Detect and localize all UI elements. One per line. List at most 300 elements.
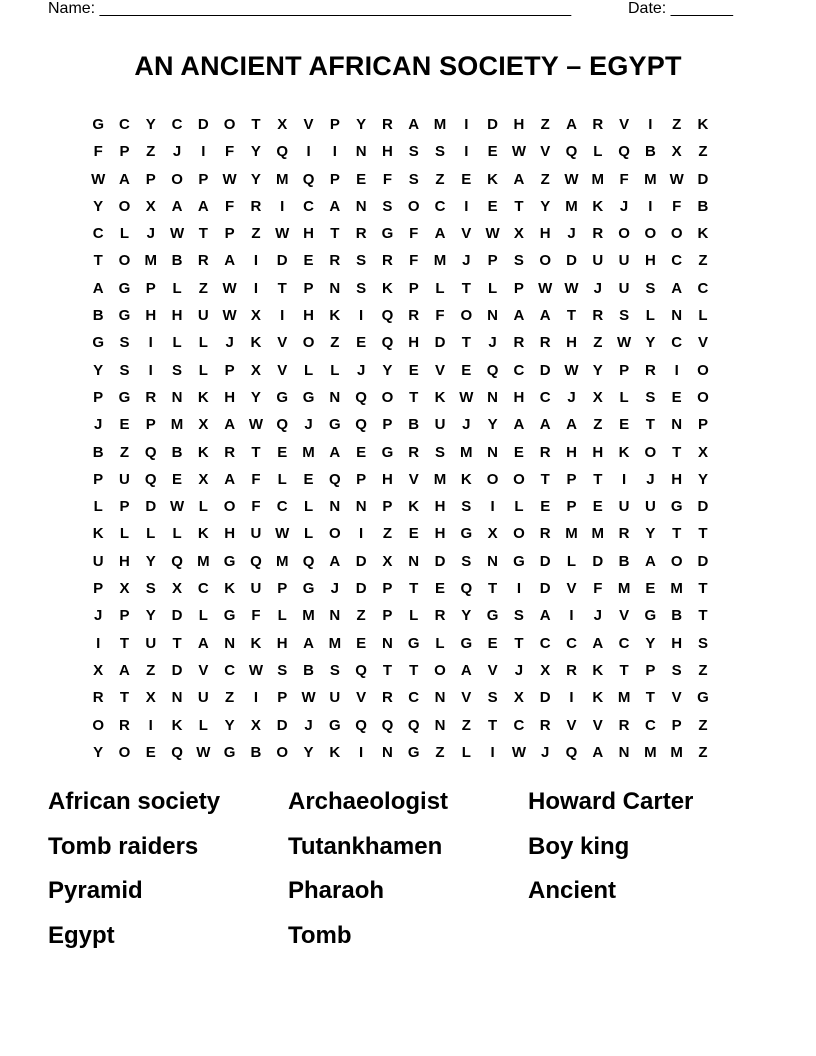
- grid-letter: Q: [355, 388, 367, 406]
- grid-row: [85, 659, 716, 686]
- grid-letter: P: [487, 252, 498, 270]
- grid-letter: U: [250, 580, 262, 598]
- word-list-item: Pyramid: [48, 877, 143, 904]
- grid-letter: A: [303, 634, 314, 652]
- grid-letter: E: [356, 334, 367, 352]
- grid-letter: U: [329, 689, 341, 707]
- grid-letter: H: [303, 307, 314, 325]
- grid-letter: T: [698, 525, 708, 543]
- grid-letter: J: [93, 607, 103, 625]
- grid-letter: D: [276, 716, 288, 734]
- grid-letter: W: [222, 279, 237, 297]
- grid-letter: T: [461, 334, 471, 352]
- grid-letter: M: [644, 743, 657, 761]
- grid-letter: C: [671, 334, 683, 352]
- grid-letter: C: [513, 361, 525, 379]
- grid-letter: H: [276, 634, 288, 652]
- grid-letter: S: [697, 634, 708, 652]
- grid-letter: L: [488, 279, 498, 297]
- grid-letter: A: [539, 416, 551, 434]
- grid-letter: R: [224, 443, 236, 461]
- grid-letter: Z: [593, 334, 603, 352]
- grid-letter: N: [355, 197, 367, 215]
- word-list-item: Howard Carter: [528, 788, 694, 815]
- grid-letter: K: [92, 525, 104, 543]
- grid-letter: P: [382, 498, 393, 516]
- grid-letter: R: [408, 307, 420, 325]
- grid-letter: G: [670, 498, 683, 516]
- grid-letter: T: [409, 388, 419, 406]
- grid-letter: L: [198, 607, 208, 625]
- grid-letter: Q: [328, 470, 341, 488]
- grid-letter: I: [332, 143, 337, 161]
- date-field-label: Date: _______: [628, 0, 733, 17]
- grid-letter: Y: [93, 197, 104, 215]
- word-list-item: African society: [48, 788, 221, 815]
- grid-letter: M: [565, 525, 578, 543]
- grid-letter: A: [566, 116, 577, 133]
- grid-letter: Y: [145, 607, 156, 625]
- grid-letter: P: [619, 361, 630, 379]
- word-list: [48, 780, 788, 958]
- grid-letter: R: [119, 716, 130, 734]
- grid-letter: W: [301, 689, 316, 707]
- grid-letter: G: [460, 634, 473, 652]
- grid-row: [85, 113, 716, 140]
- grid-letter: O: [328, 525, 341, 543]
- grid-letter: A: [539, 307, 551, 325]
- grid-letter: K: [224, 580, 236, 598]
- grid-letter: A: [92, 279, 104, 297]
- grid-letter: R: [592, 307, 604, 325]
- grid-letter: J: [172, 143, 182, 161]
- grid-letter: S: [645, 388, 656, 406]
- grid-letter: T: [488, 716, 498, 734]
- grid-letter: A: [329, 552, 341, 570]
- grid-letter: A: [513, 170, 525, 188]
- word-list-item: Archaeologist: [288, 788, 449, 815]
- grid-letter: A: [566, 416, 577, 434]
- grid-row: [85, 277, 716, 304]
- grid-letter: H: [145, 307, 157, 325]
- grid-letter: V: [619, 116, 630, 133]
- grid-letter: S: [487, 689, 498, 707]
- grid-letter: A: [329, 197, 341, 215]
- grid-letter: V: [566, 716, 577, 734]
- grid-letter: O: [670, 552, 683, 570]
- grid-letter: L: [698, 307, 708, 325]
- grid-letter: J: [567, 225, 576, 243]
- grid-letter: E: [408, 361, 419, 379]
- grid-row: [85, 386, 716, 413]
- grid-letter: M: [275, 170, 289, 188]
- grid-letter: N: [434, 716, 446, 734]
- grid-letter: I: [280, 307, 285, 325]
- header: [48, 0, 748, 20]
- grid-letter: X: [513, 689, 524, 707]
- grid-letter: M: [328, 634, 342, 652]
- grid-letter: L: [277, 607, 287, 625]
- grid-letter: U: [592, 252, 604, 270]
- grid-letter: J: [304, 416, 313, 434]
- grid-letter: G: [486, 607, 499, 625]
- grid-letter: S: [119, 334, 130, 352]
- grid-letter: Q: [618, 143, 630, 161]
- grid-letter: F: [409, 225, 419, 243]
- grid-letter: Y: [697, 470, 708, 488]
- grid-letter: P: [93, 388, 104, 406]
- grid-letter: L: [93, 498, 103, 516]
- grid-letter: E: [592, 498, 603, 516]
- grid-letter: A: [460, 661, 472, 679]
- grid-letter: X: [697, 443, 708, 461]
- grid-letter: I: [148, 361, 153, 379]
- grid-letter: R: [381, 252, 393, 270]
- word-list-item: Tomb: [288, 921, 352, 949]
- grid-letter: H: [434, 498, 446, 516]
- grid-letter: S: [619, 307, 630, 325]
- grid-letter: C: [92, 225, 104, 243]
- grid-letter: X: [119, 580, 130, 598]
- grid-letter: X: [250, 716, 261, 734]
- grid-row: [85, 522, 716, 549]
- grid-letter: N: [171, 689, 183, 707]
- grid-letter: B: [171, 443, 183, 461]
- grid-letter: B: [92, 443, 104, 461]
- grid-letter: N: [618, 743, 630, 761]
- grid-letter: R: [197, 252, 209, 270]
- grid-letter: Q: [565, 143, 578, 161]
- grid-letter: S: [461, 498, 472, 516]
- grid-letter: W: [511, 143, 526, 161]
- grid-letter: X: [671, 143, 682, 161]
- grid-letter: P: [119, 498, 130, 516]
- grid-letter: O: [513, 525, 525, 543]
- grid-letter: D: [355, 580, 367, 598]
- grid-letter: Q: [302, 170, 315, 188]
- grid-row: [85, 413, 716, 440]
- grid-letter: S: [461, 552, 472, 570]
- grid-letter: P: [145, 279, 156, 297]
- grid-letter: J: [146, 225, 155, 243]
- grid-row: [85, 331, 716, 358]
- grid-letter: H: [119, 552, 130, 570]
- grid-letter: H: [539, 225, 551, 243]
- grid-letter: K: [197, 443, 209, 461]
- grid-letter: W: [564, 170, 579, 188]
- grid-letter: P: [356, 470, 367, 488]
- grid-letter: G: [644, 607, 657, 625]
- word-list-item: Tutankhamen: [288, 832, 443, 860]
- grid-letter: H: [513, 116, 525, 133]
- grid-letter: S: [408, 143, 419, 161]
- grid-letter: N: [434, 689, 446, 707]
- grid-letter: R: [592, 225, 604, 243]
- grid-letter: Z: [382, 525, 392, 543]
- grid-letter: W: [169, 498, 185, 516]
- grid-letter: M: [433, 470, 447, 488]
- grid-letter: G: [302, 580, 315, 598]
- grid-letter: O: [118, 743, 131, 761]
- grid-letter: S: [277, 661, 288, 679]
- grid-letter: L: [514, 498, 524, 516]
- grid-letter: F: [93, 143, 103, 161]
- grid-letter: R: [381, 116, 393, 133]
- grid-letter: W: [669, 170, 684, 188]
- grid-letter: P: [566, 498, 577, 516]
- grid-letter: E: [408, 525, 419, 543]
- grid-letter: I: [674, 361, 679, 379]
- grid-letter: C: [671, 252, 683, 270]
- grid-letter: G: [381, 225, 394, 243]
- grid-letter: A: [119, 170, 130, 188]
- grid-letter: L: [198, 498, 208, 516]
- grid-letter: T: [461, 279, 471, 297]
- grid-letter: L: [303, 525, 314, 543]
- grid-letter: O: [381, 388, 394, 406]
- grid-letter: O: [92, 716, 104, 734]
- grid-letter: Y: [461, 607, 472, 625]
- grid-letter: T: [409, 580, 419, 598]
- grid-letter: R: [92, 689, 104, 707]
- grid-letter: F: [251, 607, 261, 625]
- grid-letter: S: [145, 580, 156, 598]
- grid-letter: Z: [330, 334, 340, 352]
- grid-letter: C: [618, 634, 630, 652]
- grid-letter: L: [172, 525, 182, 543]
- grid-letter: K: [592, 689, 604, 707]
- grid-letter: Z: [698, 743, 708, 761]
- grid-letter: S: [435, 143, 446, 161]
- grid-letter: O: [171, 170, 183, 188]
- grid-letter: P: [145, 170, 156, 188]
- grid-letter: D: [487, 116, 499, 133]
- grid-letter: I: [148, 334, 153, 352]
- grid-letter: I: [490, 743, 495, 761]
- grid-letter: G: [381, 443, 394, 461]
- grid-letter: W: [485, 225, 500, 243]
- grid-letter: F: [382, 170, 392, 188]
- grid-letter: O: [644, 225, 657, 243]
- grid-letter: D: [171, 607, 183, 625]
- word-search-grid: [85, 113, 716, 768]
- grid-letter: X: [250, 307, 261, 325]
- grid-letter: S: [329, 661, 340, 679]
- grid-letter: S: [172, 361, 183, 379]
- grid-letter: F: [225, 143, 235, 161]
- grid-letter: C: [539, 634, 551, 652]
- grid-letter: U: [119, 470, 130, 488]
- grid-letter: J: [462, 416, 471, 434]
- grid-letter: P: [382, 607, 393, 625]
- grid-letter: P: [224, 361, 235, 379]
- grid-letter: E: [277, 443, 288, 461]
- grid-letter: A: [644, 552, 656, 570]
- grid-letter: T: [698, 607, 708, 625]
- grid-letter: I: [648, 116, 653, 133]
- grid-letter: K: [197, 525, 209, 543]
- grid-letter: J: [462, 252, 471, 270]
- grid-letter: A: [513, 416, 525, 434]
- grid-letter: T: [488, 580, 498, 598]
- grid-row: [85, 222, 716, 249]
- grid-letter: T: [514, 634, 524, 652]
- grid-letter: L: [119, 525, 130, 543]
- grid-row: [85, 140, 716, 167]
- grid-row: [85, 359, 716, 386]
- grid-letter: N: [487, 307, 499, 325]
- grid-letter: J: [541, 743, 550, 761]
- grid-letter: U: [618, 252, 630, 270]
- grid-letter: D: [197, 116, 209, 133]
- grid-letter: G: [118, 307, 131, 325]
- grid-letter: E: [356, 443, 367, 461]
- page-title: AN ANCIENT AFRICAN SOCIETY – EGYPT: [134, 51, 682, 81]
- grid-letter: K: [618, 443, 630, 461]
- grid-letter: E: [356, 634, 367, 652]
- grid-letter: Q: [460, 580, 473, 598]
- grid-letter: F: [672, 197, 682, 215]
- grid-letter: T: [645, 416, 655, 434]
- grid-letter: J: [514, 661, 524, 679]
- grid-row: [85, 604, 716, 631]
- grid-letter: S: [513, 607, 524, 625]
- grid-letter: G: [697, 689, 709, 707]
- grid-letter: M: [433, 116, 447, 133]
- grid-row: [85, 686, 716, 713]
- grid-letter: R: [618, 525, 630, 543]
- grid-letter: N: [671, 307, 683, 325]
- grid-letter: F: [251, 498, 261, 516]
- grid-letter: Q: [381, 307, 394, 325]
- grid-letter: R: [513, 334, 525, 352]
- grid-letter: Y: [250, 388, 261, 406]
- grid-letter: G: [92, 116, 104, 133]
- grid-letter: I: [201, 143, 206, 161]
- grid-letter: J: [567, 388, 576, 406]
- grid-letter: Y: [645, 525, 656, 543]
- grid-letter: J: [593, 279, 602, 297]
- grid-row: [85, 441, 716, 468]
- grid-letter: Y: [250, 170, 261, 188]
- grid-letter: G: [407, 634, 420, 652]
- grid-letter: S: [645, 279, 656, 297]
- grid-letter: C: [513, 716, 525, 734]
- grid-letter: O: [118, 252, 131, 270]
- grid-letter: A: [224, 470, 236, 488]
- grid-letter: V: [697, 334, 708, 352]
- grid-letter: R: [539, 716, 551, 734]
- grid-letter: N: [408, 552, 420, 570]
- grid-letter: W: [91, 170, 106, 188]
- grid-letter: E: [513, 443, 524, 461]
- grid-letter: O: [644, 443, 657, 461]
- grid-letter: J: [225, 334, 234, 352]
- grid-letter: Z: [146, 661, 156, 679]
- grid-letter: K: [197, 388, 209, 406]
- grid-letter: Z: [435, 743, 445, 761]
- grid-row: [85, 632, 716, 659]
- grid-letter: L: [330, 361, 340, 379]
- grid-letter: P: [119, 143, 130, 161]
- grid-letter: W: [222, 170, 237, 188]
- grid-letter: Z: [461, 716, 471, 734]
- grid-letter: W: [564, 279, 579, 297]
- grid-letter: H: [171, 307, 183, 325]
- grid-letter: T: [198, 225, 208, 243]
- grid-letter: P: [513, 279, 524, 297]
- grid-letter: P: [329, 170, 340, 188]
- grid-letter: A: [671, 279, 683, 297]
- grid-letter: A: [119, 661, 130, 679]
- grid-letter: W: [169, 225, 185, 243]
- grid-letter: M: [302, 607, 315, 625]
- grid-letter: E: [671, 388, 682, 406]
- grid-letter: S: [408, 170, 419, 188]
- grid-letter: E: [461, 361, 472, 379]
- grid-letter: L: [619, 388, 629, 406]
- grid-letter: H: [303, 225, 314, 243]
- grid-letter: I: [148, 716, 153, 734]
- grid-letter: C: [539, 388, 551, 406]
- grid-letter: M: [170, 416, 184, 434]
- grid-letter: L: [146, 525, 156, 543]
- grid-letter: E: [619, 416, 630, 434]
- grid-letter: K: [381, 279, 393, 297]
- grid-letter: K: [697, 116, 709, 133]
- grid-letter: W: [538, 279, 553, 297]
- grid-letter: K: [408, 498, 420, 516]
- grid-letter: X: [382, 552, 393, 570]
- grid-letter: Z: [198, 279, 208, 297]
- grid-letter: X: [250, 361, 261, 379]
- grid-letter: I: [359, 743, 364, 761]
- grid-letter: C: [171, 116, 183, 133]
- grid-letter: P: [645, 661, 656, 679]
- grid-letter: T: [566, 307, 577, 325]
- grid-letter: L: [435, 279, 445, 297]
- grid-letter: H: [644, 252, 656, 270]
- grid-letter: Q: [250, 552, 262, 570]
- grid-letter: V: [408, 470, 419, 488]
- grid-letter: B: [408, 416, 420, 434]
- grid-letter: Q: [407, 716, 420, 734]
- grid-letter: X: [198, 470, 209, 488]
- grid-letter: T: [277, 279, 287, 297]
- grid-letter: A: [329, 443, 341, 461]
- grid-letter: X: [540, 661, 551, 679]
- grid-letter: I: [464, 143, 469, 161]
- grid-letter: Q: [276, 143, 289, 161]
- grid-letter: K: [250, 634, 262, 652]
- grid-letter: Z: [435, 170, 445, 188]
- grid-letter: V: [435, 361, 446, 379]
- grid-letter: O: [302, 334, 315, 352]
- grid-letter: T: [93, 252, 103, 270]
- grid-letter: N: [487, 388, 499, 406]
- grid-letter: L: [593, 143, 603, 161]
- grid-letter: C: [224, 661, 236, 679]
- grid-row: [85, 168, 716, 195]
- grid-letter: V: [619, 607, 630, 625]
- grid-letter: X: [172, 580, 183, 598]
- grid-letter: Q: [355, 416, 367, 434]
- grid-letter: I: [648, 197, 653, 215]
- grid-letter: L: [198, 361, 208, 379]
- grid-letter: Z: [356, 607, 366, 625]
- grid-letter: P: [145, 416, 156, 434]
- grid-letter: Y: [303, 743, 314, 761]
